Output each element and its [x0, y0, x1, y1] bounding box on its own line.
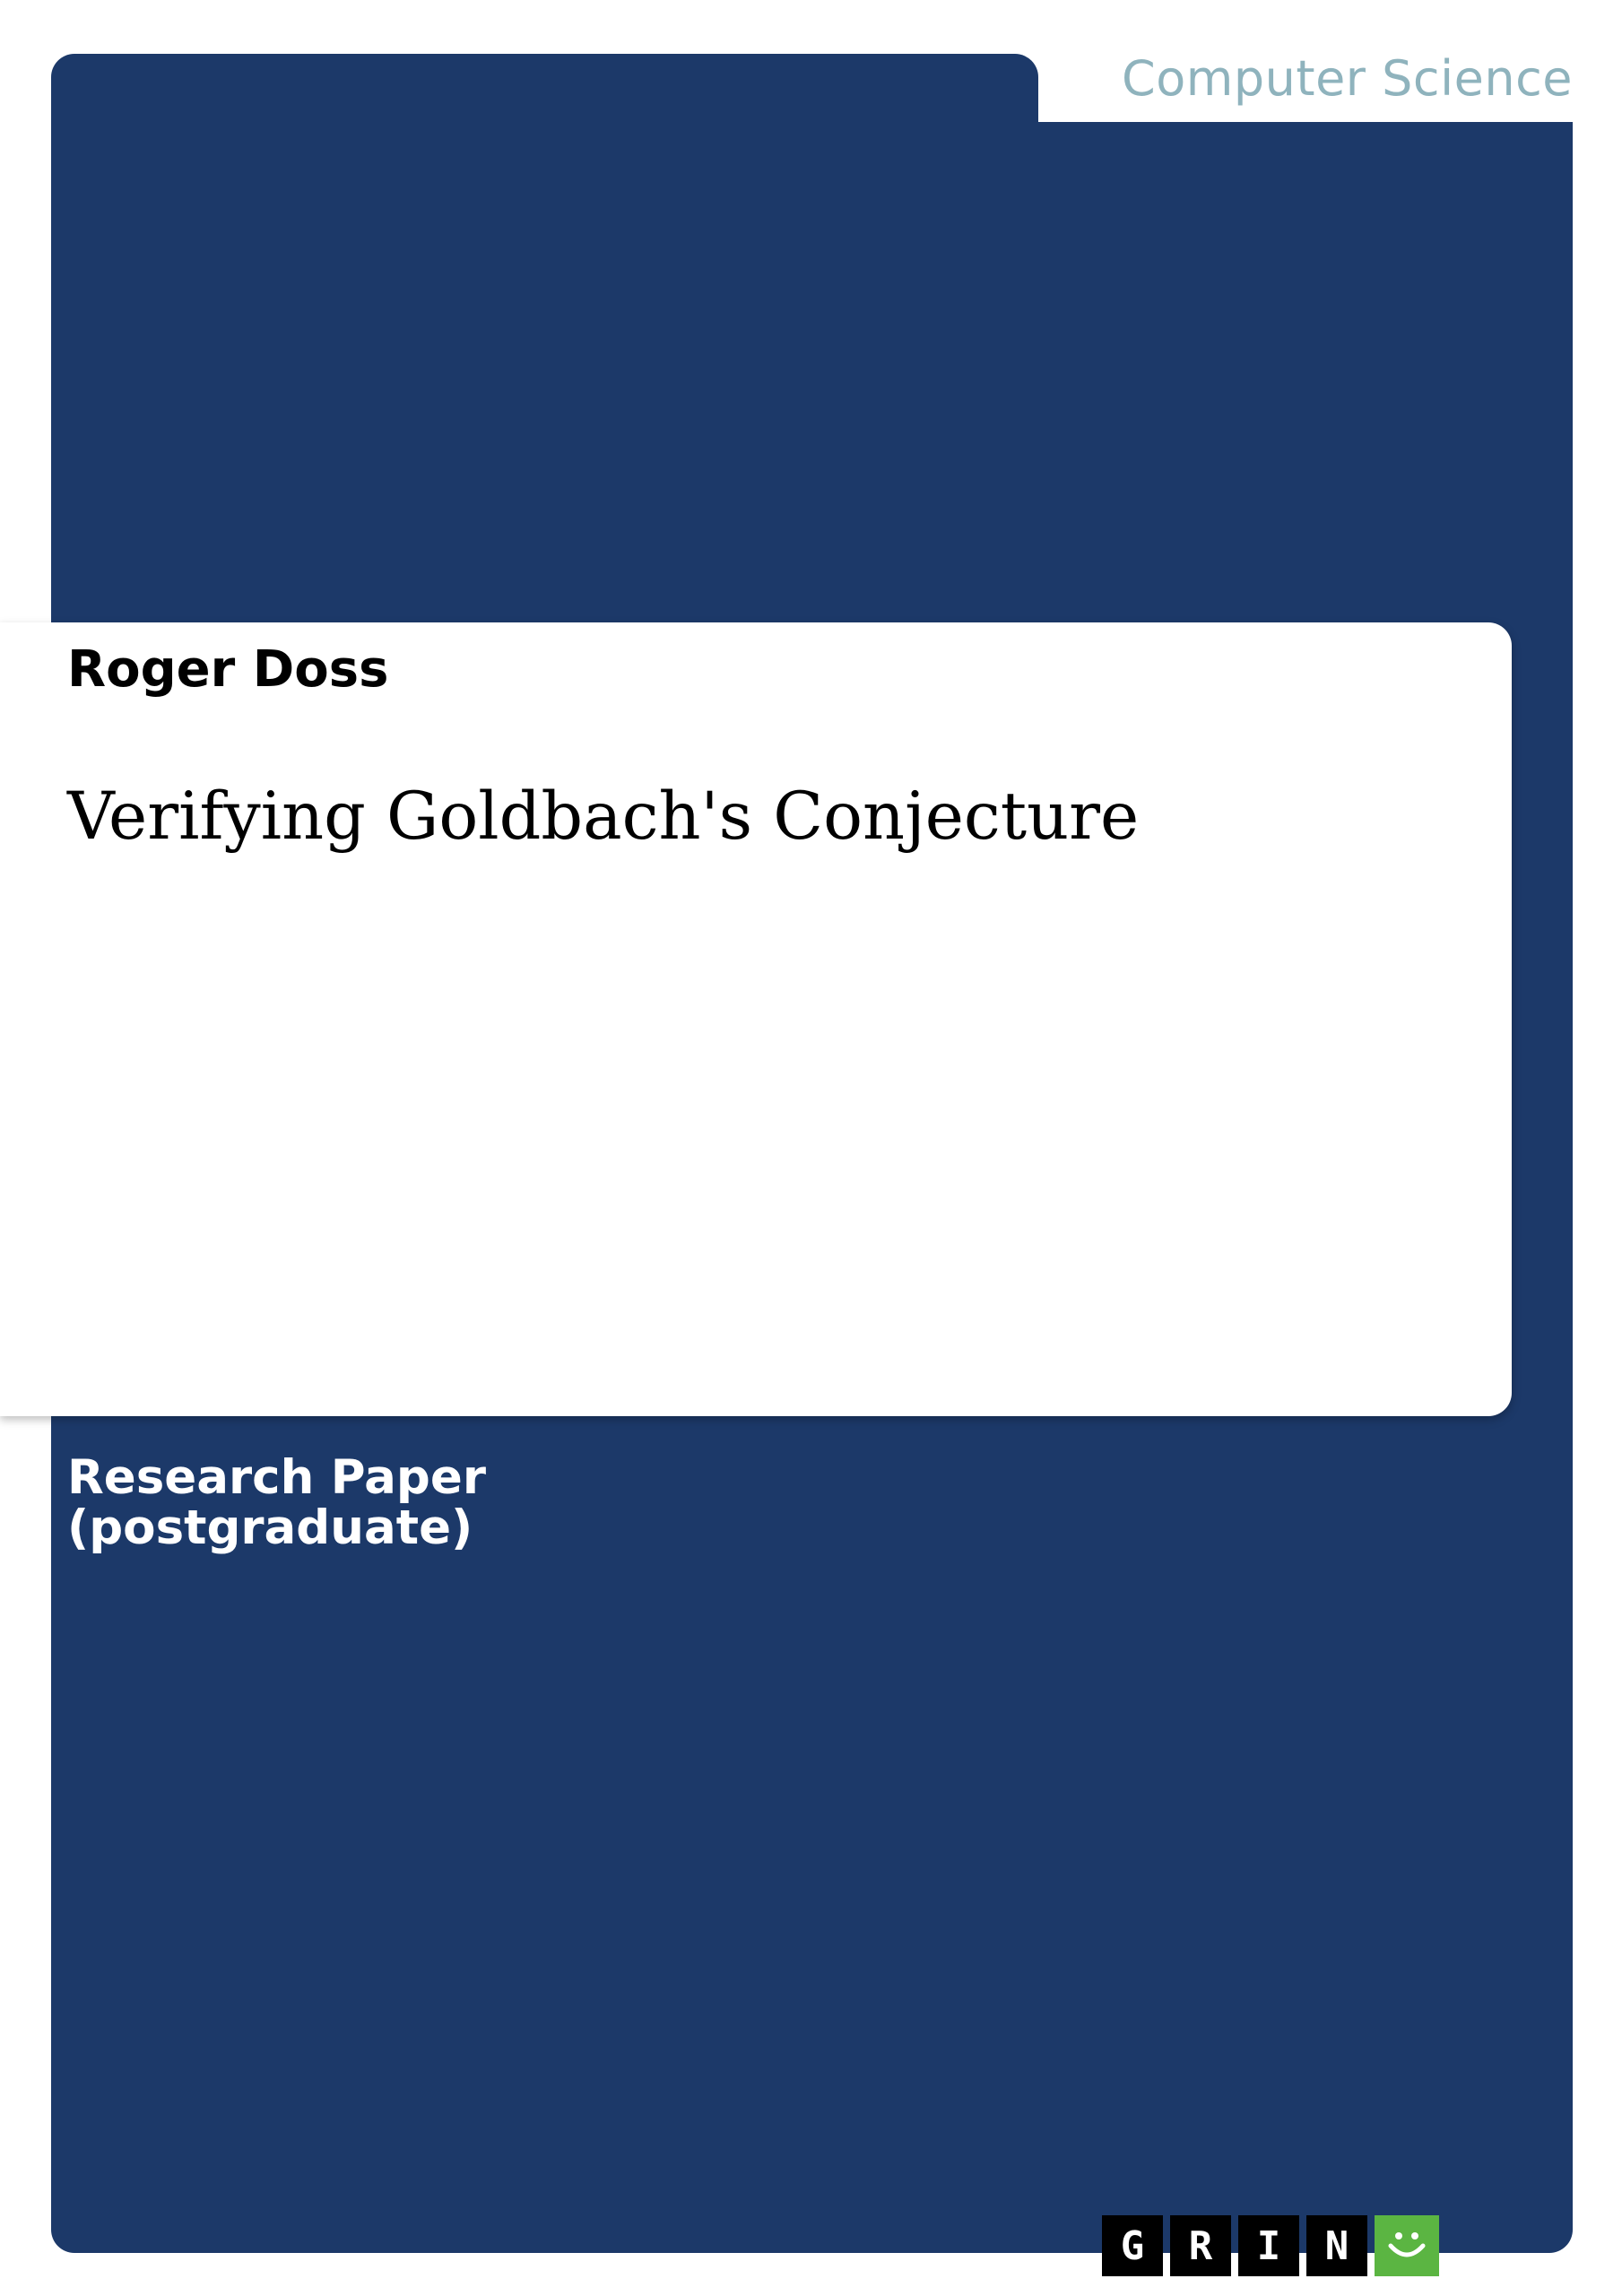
document-title: Verifying Goldbach's Conjecture: [67, 778, 1140, 855]
document-type-line-2: (postgraduate): [67, 1500, 473, 1555]
author-name: Roger Doss: [67, 640, 389, 699]
publisher-logo: [1102, 2215, 1439, 2276]
category-label: Computer Science: [1122, 50, 1573, 107]
logo-letter-i: I: [1238, 2215, 1299, 2276]
title-panel: [0, 622, 1512, 1416]
logo-letter-r: R: [1170, 2215, 1231, 2276]
smiley-face-icon: [1375, 2215, 1439, 2276]
document-type-line-1: Research Paper: [67, 1450, 486, 1505]
logo-letter-g: G: [1102, 2215, 1163, 2276]
logo-letter-n: N: [1306, 2215, 1367, 2276]
document-type: [67, 1450, 486, 1555]
